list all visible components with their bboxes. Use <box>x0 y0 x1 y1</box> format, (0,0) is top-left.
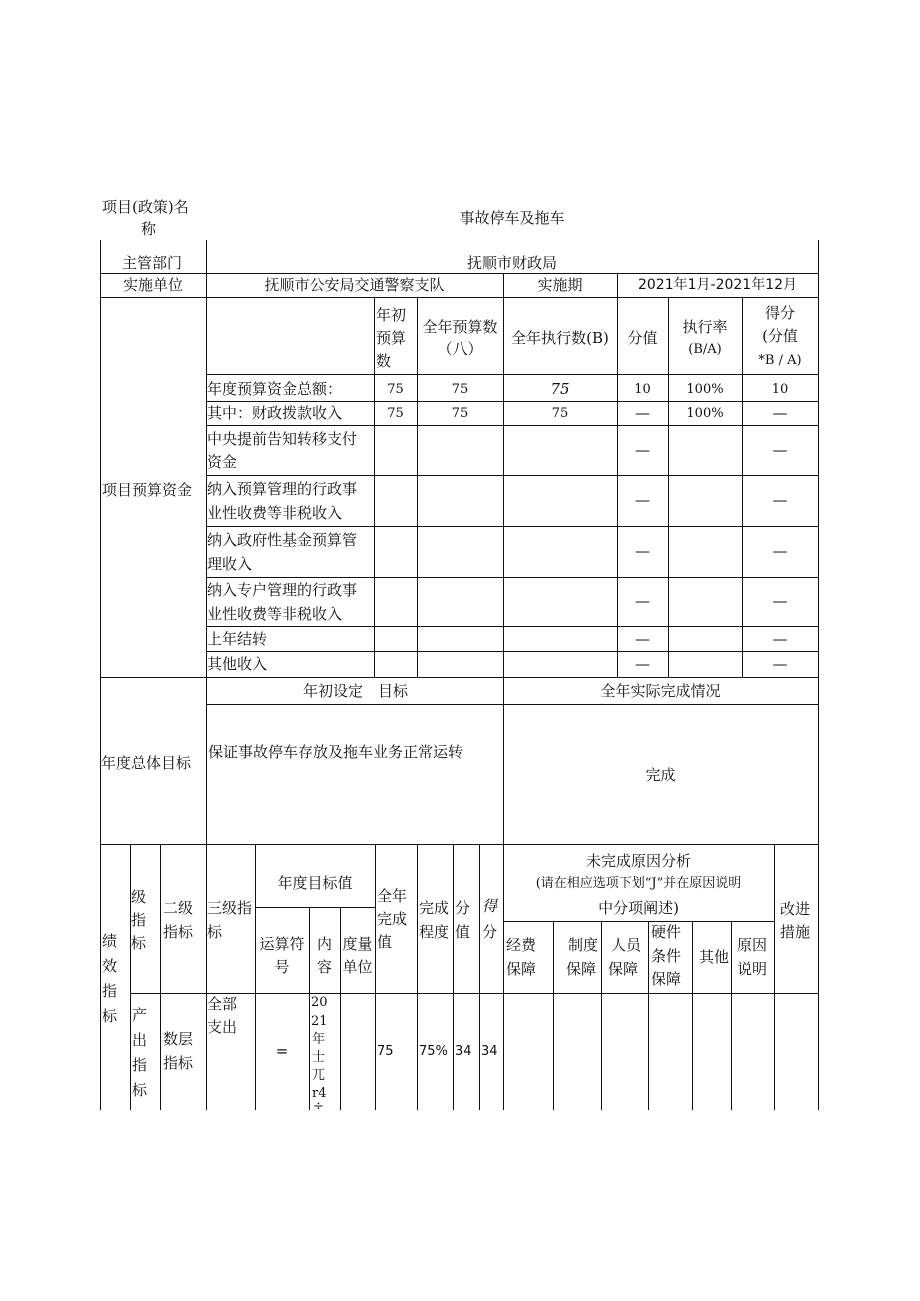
score-head: 得 <box>482 897 498 915</box>
budget-row-value: 10 <box>634 382 651 397</box>
reason-hardware: 硬件 <box>651 923 682 941</box>
rule <box>160 844 161 1110</box>
rule <box>206 526 818 527</box>
rule <box>100 844 818 845</box>
col-score-3: *B / A) <box>758 353 802 368</box>
row-l2: 指标 <box>163 1054 194 1072</box>
budget-row-value: — <box>635 630 650 648</box>
budget-row-label: 纳入专户管理的行政事 <box>207 581 358 599</box>
row-l1: 标 <box>132 1081 148 1099</box>
rule <box>648 921 649 1110</box>
reason-staff: 人员 <box>611 936 642 954</box>
rule <box>100 240 101 1110</box>
row-score: 34 <box>481 1044 498 1059</box>
perf-section-label: 效 <box>102 957 118 975</box>
reason-other: 其他 <box>699 948 730 966</box>
goals-actual-text: 完成 <box>645 766 676 784</box>
reason-head: (请在相应选项下划“J”并在原因说明 <box>535 876 742 891</box>
row-content: 21 <box>311 1014 328 1029</box>
rule <box>100 297 818 298</box>
rule <box>375 844 376 1110</box>
rule <box>206 626 818 627</box>
lvl2-head: 指标 <box>163 923 194 941</box>
content-head: 容 <box>316 958 332 976</box>
rule <box>130 844 131 1110</box>
budget-row-value: — <box>635 655 650 673</box>
reason-hardware: 条件 <box>651 947 682 965</box>
rule <box>601 921 602 1110</box>
lvl1-head: 标 <box>131 934 147 952</box>
col-initial-1: 年初 <box>376 306 407 324</box>
col-initial-3: 数 <box>376 352 392 370</box>
reason-system: 制度 <box>568 936 599 954</box>
rule <box>479 844 480 1110</box>
budget-row-score: — <box>772 592 788 610</box>
budget-row-initial: 75 <box>387 406 404 421</box>
budget-row-score: — <box>772 441 788 459</box>
row-content: 年 <box>312 1032 326 1047</box>
row-l2: 数层 <box>163 1030 194 1048</box>
perf-section-label: 绩 <box>102 932 118 950</box>
budget-row-label: 业性收费等非税收入 <box>207 504 343 522</box>
rule <box>100 677 818 678</box>
lvl3-head: 三级指 <box>207 899 253 917</box>
period-value: 2021年1月-2021年12月 <box>637 277 798 293</box>
col-full-2: （八） <box>437 340 483 358</box>
rule <box>206 577 818 578</box>
col-full-1: 全年预算数 <box>422 318 498 336</box>
row-degree: 75% <box>419 1044 448 1059</box>
budget-row-value: — <box>635 404 650 422</box>
content-head: 内 <box>316 935 332 953</box>
improve-head: 措施 <box>780 923 811 941</box>
score-head: 分 <box>482 923 498 941</box>
budget-row-label: 纳入预算管理的行政事 <box>207 480 358 498</box>
goals-actual-label: 全年实际完成情况 <box>600 682 721 700</box>
budget-row-value: — <box>635 491 650 509</box>
budget-row-label: 业性收费等非税收入 <box>207 605 343 623</box>
rule <box>731 921 732 1110</box>
budget-row-rate: 100% <box>686 382 724 397</box>
budget-row-full: 75 <box>451 406 469 421</box>
row-l1: 产 <box>132 1006 148 1024</box>
col-score-value: 分值 <box>627 329 658 347</box>
budget-row-rate: 100% <box>686 406 724 421</box>
project-name-value: 事故停车及拖车 <box>459 209 565 227</box>
goals-section-label: 年度总体目标 <box>101 754 192 772</box>
budget-row-label: 其他收入 <box>207 655 268 673</box>
row-l1: 出 <box>132 1031 148 1049</box>
reason-explain: 原因 <box>737 936 768 954</box>
perf-section-label: 标 <box>102 1007 118 1025</box>
rule <box>553 921 554 1110</box>
budget-row-exec: 75 <box>551 406 569 421</box>
row-content: 士 <box>312 1050 326 1065</box>
row-op: = <box>275 1042 289 1060</box>
unit-head: 度量 <box>342 935 373 953</box>
row-value: 34 <box>455 1044 472 1059</box>
row-l3: 全部 <box>207 995 238 1013</box>
project-name-label-cont: 称 <box>141 220 157 238</box>
row-l1: 指 <box>132 1056 148 1074</box>
row-content: 20 <box>311 995 328 1010</box>
value-head: 分 <box>455 899 471 917</box>
col-exec: 全年执行数(B) <box>511 329 609 347</box>
period-label: 实施期 <box>537 276 583 294</box>
goals-set-text: 保证事故停车存放及拖车业务正常运转 <box>208 743 464 761</box>
impl-value: 抚顺市公安局交通警察支队 <box>264 276 445 294</box>
reason-funding: 经费 <box>506 936 537 954</box>
reason-system: 保障 <box>566 960 597 978</box>
rule <box>206 475 818 476</box>
lvl1-head: 指 <box>131 911 147 929</box>
col-rate-2: (B/A) <box>688 342 722 357</box>
full-done-head: 值 <box>377 933 393 951</box>
row-l3: 支出 <box>207 1018 238 1036</box>
degree-head: 完成 <box>419 899 450 917</box>
budget-row-exec: 75 <box>550 380 570 398</box>
col-rate-1: 执行率 <box>682 318 728 336</box>
rule <box>774 844 775 1110</box>
budget-row-score: — <box>772 630 788 648</box>
row-full-done: 75 <box>377 1044 394 1059</box>
op-head: 号 <box>274 958 290 976</box>
rule <box>818 240 819 1110</box>
reason-funding: 保障 <box>506 960 537 978</box>
rule <box>206 425 818 426</box>
budget-section-label: 项目预算资金 <box>102 481 193 499</box>
col-initial-2: 预算 <box>376 329 407 347</box>
budget-row-score: — <box>772 655 788 673</box>
budget-row-value: — <box>635 441 650 459</box>
lvl3-head: 标 <box>207 923 223 941</box>
rule <box>692 921 693 1110</box>
budget-row-label: 中央提前告知转移支付 <box>207 430 358 448</box>
perf-section-label: 指 <box>102 982 118 1000</box>
budget-row-label: 理收入 <box>207 555 253 573</box>
dept-label: 主管部门 <box>122 254 183 272</box>
col-score-2: (分值 <box>762 327 798 345</box>
goals-set-label: 年初设定 <box>303 682 364 700</box>
op-head: 运算符 <box>259 935 305 953</box>
target-head: 年度目标值 <box>277 874 353 892</box>
rule <box>255 907 375 908</box>
budget-row-initial: 75 <box>387 382 404 397</box>
rule <box>503 677 504 844</box>
col-score-1: 得分 <box>764 304 795 322</box>
budget-row-label: 纳入政府性基金预算管 <box>207 531 358 549</box>
rule <box>206 704 818 705</box>
budget-row-label: 资金 <box>207 453 238 471</box>
rule <box>417 844 418 1110</box>
row-content: 兀 <box>312 1068 326 1083</box>
budget-row-full: 75 <box>451 382 469 397</box>
budget-row-score: — <box>772 491 788 509</box>
row-content: r4 <box>312 1086 327 1101</box>
degree-head: 程度 <box>419 923 450 941</box>
rule <box>206 374 818 375</box>
reason-explain: 说明 <box>737 960 768 978</box>
rule <box>206 651 818 652</box>
rule <box>503 401 504 677</box>
full-done-head: 全年 <box>377 887 408 905</box>
lvl2-head: 二级 <box>163 899 194 917</box>
dept-value: 抚顺市财政局 <box>466 254 557 272</box>
budget-row-label: 其中：财政拨款收入 <box>207 404 343 422</box>
budget-row-label: 上年结转 <box>207 630 268 648</box>
rule <box>617 297 618 677</box>
project-name-label: 项目(政策)名 <box>102 198 189 216</box>
full-done-head: 完成 <box>377 910 408 928</box>
rule <box>206 844 207 1110</box>
rule <box>374 297 375 677</box>
budget-row-score: 10 <box>771 382 789 397</box>
goals-set-label-cont: 目标 <box>378 682 409 700</box>
improve-head: 改进 <box>780 900 811 918</box>
row-content: ÷ <box>313 1099 324 1114</box>
lvl1-head: 级 <box>131 888 147 906</box>
rule <box>503 921 774 922</box>
reason-hardware: 保障 <box>651 970 682 988</box>
value-head: 值 <box>455 923 471 941</box>
budget-row-label: 年度预算资金总额： <box>207 380 343 398</box>
reason-head: 未完成原因分析 <box>585 852 691 870</box>
budget-row-value: — <box>635 592 650 610</box>
rule <box>453 844 454 1110</box>
unit-head: 单位 <box>342 958 373 976</box>
impl-label: 实施单位 <box>122 276 183 294</box>
budget-row-value: — <box>635 542 650 560</box>
budget-row-score: — <box>772 404 788 422</box>
budget-row-score: — <box>772 542 788 560</box>
reason-head: 中分项阐述) <box>598 899 679 917</box>
reason-staff: 保障 <box>608 960 639 978</box>
